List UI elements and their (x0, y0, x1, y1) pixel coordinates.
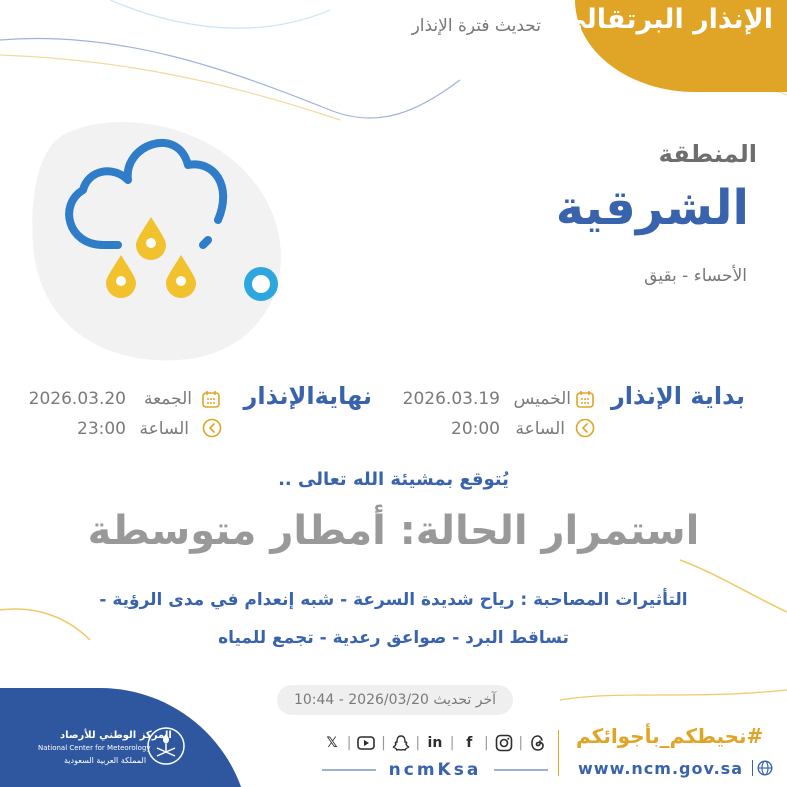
ring-decoration-icon (244, 267, 278, 301)
ncm-name-english: National Center for Meteorology (38, 744, 151, 752)
calendar-icon (202, 390, 220, 408)
youtube-icon[interactable] (356, 733, 376, 753)
start-day: الخميس (513, 389, 571, 409)
separator: | (484, 735, 489, 751)
start-time: 20:00 (451, 419, 500, 439)
linkedin-icon[interactable]: in (427, 735, 443, 751)
end-date: 2026.03.20 (28, 389, 126, 409)
end-heading: نهايةالإنذار (243, 382, 372, 410)
separator: | (415, 735, 421, 751)
end-time-label: الساعة (139, 419, 189, 439)
start-heading: بداية الإنذار (610, 382, 745, 410)
separator: | (518, 735, 524, 751)
snapchat-icon[interactable] (391, 733, 411, 753)
country-name-arabic: المملكة العربية السعودية (64, 756, 147, 765)
separator: | (346, 735, 352, 751)
social-handle[interactable]: ncmKsa (388, 760, 482, 780)
weather-icon (28, 105, 298, 375)
instagram-icon[interactable] (494, 733, 514, 753)
website-separator (752, 760, 753, 776)
end-day: الجمعة (143, 389, 192, 409)
social-icons-row (322, 730, 548, 756)
alert-level-title: الإنذار البرتقالي (559, 4, 773, 35)
update-period-label: تحديث فترة الإنذار (411, 16, 541, 36)
facebook-icon[interactable]: f (466, 735, 473, 751)
effects-line-1: التأثيرات المصاحبة : رياح شديدة السرعة - شبه إنعدام في مدى الرؤية - (99, 590, 688, 610)
region-name: الشرقية (555, 180, 749, 236)
campaign-hashtag: #نحيطكم_بأجوائكم (576, 724, 764, 748)
start-time-label: الساعة (515, 419, 565, 439)
threads-icon[interactable] (528, 733, 548, 753)
last-update-badge: آخر تحديث 2026/03/20 - 10:44 (277, 685, 513, 715)
globe-icon (757, 760, 773, 776)
ncm-name-arabic: المركز الوطني للأرصاد (60, 730, 172, 741)
region-areas: الأحساء - بقيق (644, 266, 747, 286)
forecast-headline: استمرار الحالة: أمطار متوسطة (87, 508, 700, 554)
footer-divider (558, 730, 559, 776)
effects-line-2: تساقط البرد - صواعق رعدية - تجمع للمياه (218, 628, 569, 648)
separator: | (381, 735, 386, 751)
separator: | (449, 735, 455, 751)
calendar-icon (576, 390, 594, 408)
region-label: المنطقة (658, 140, 757, 168)
clock-icon (202, 418, 222, 438)
clock-icon (575, 418, 595, 438)
x-icon[interactable]: 𝕏 (326, 735, 338, 751)
start-date: 2026.03.19 (402, 389, 500, 409)
website-link[interactable]: www.ncm.gov.sa (578, 759, 743, 778)
expectation-intro: يُتوقع بمشيئة الله تعالى .. (278, 469, 509, 490)
end-time: 23:00 (77, 419, 126, 439)
